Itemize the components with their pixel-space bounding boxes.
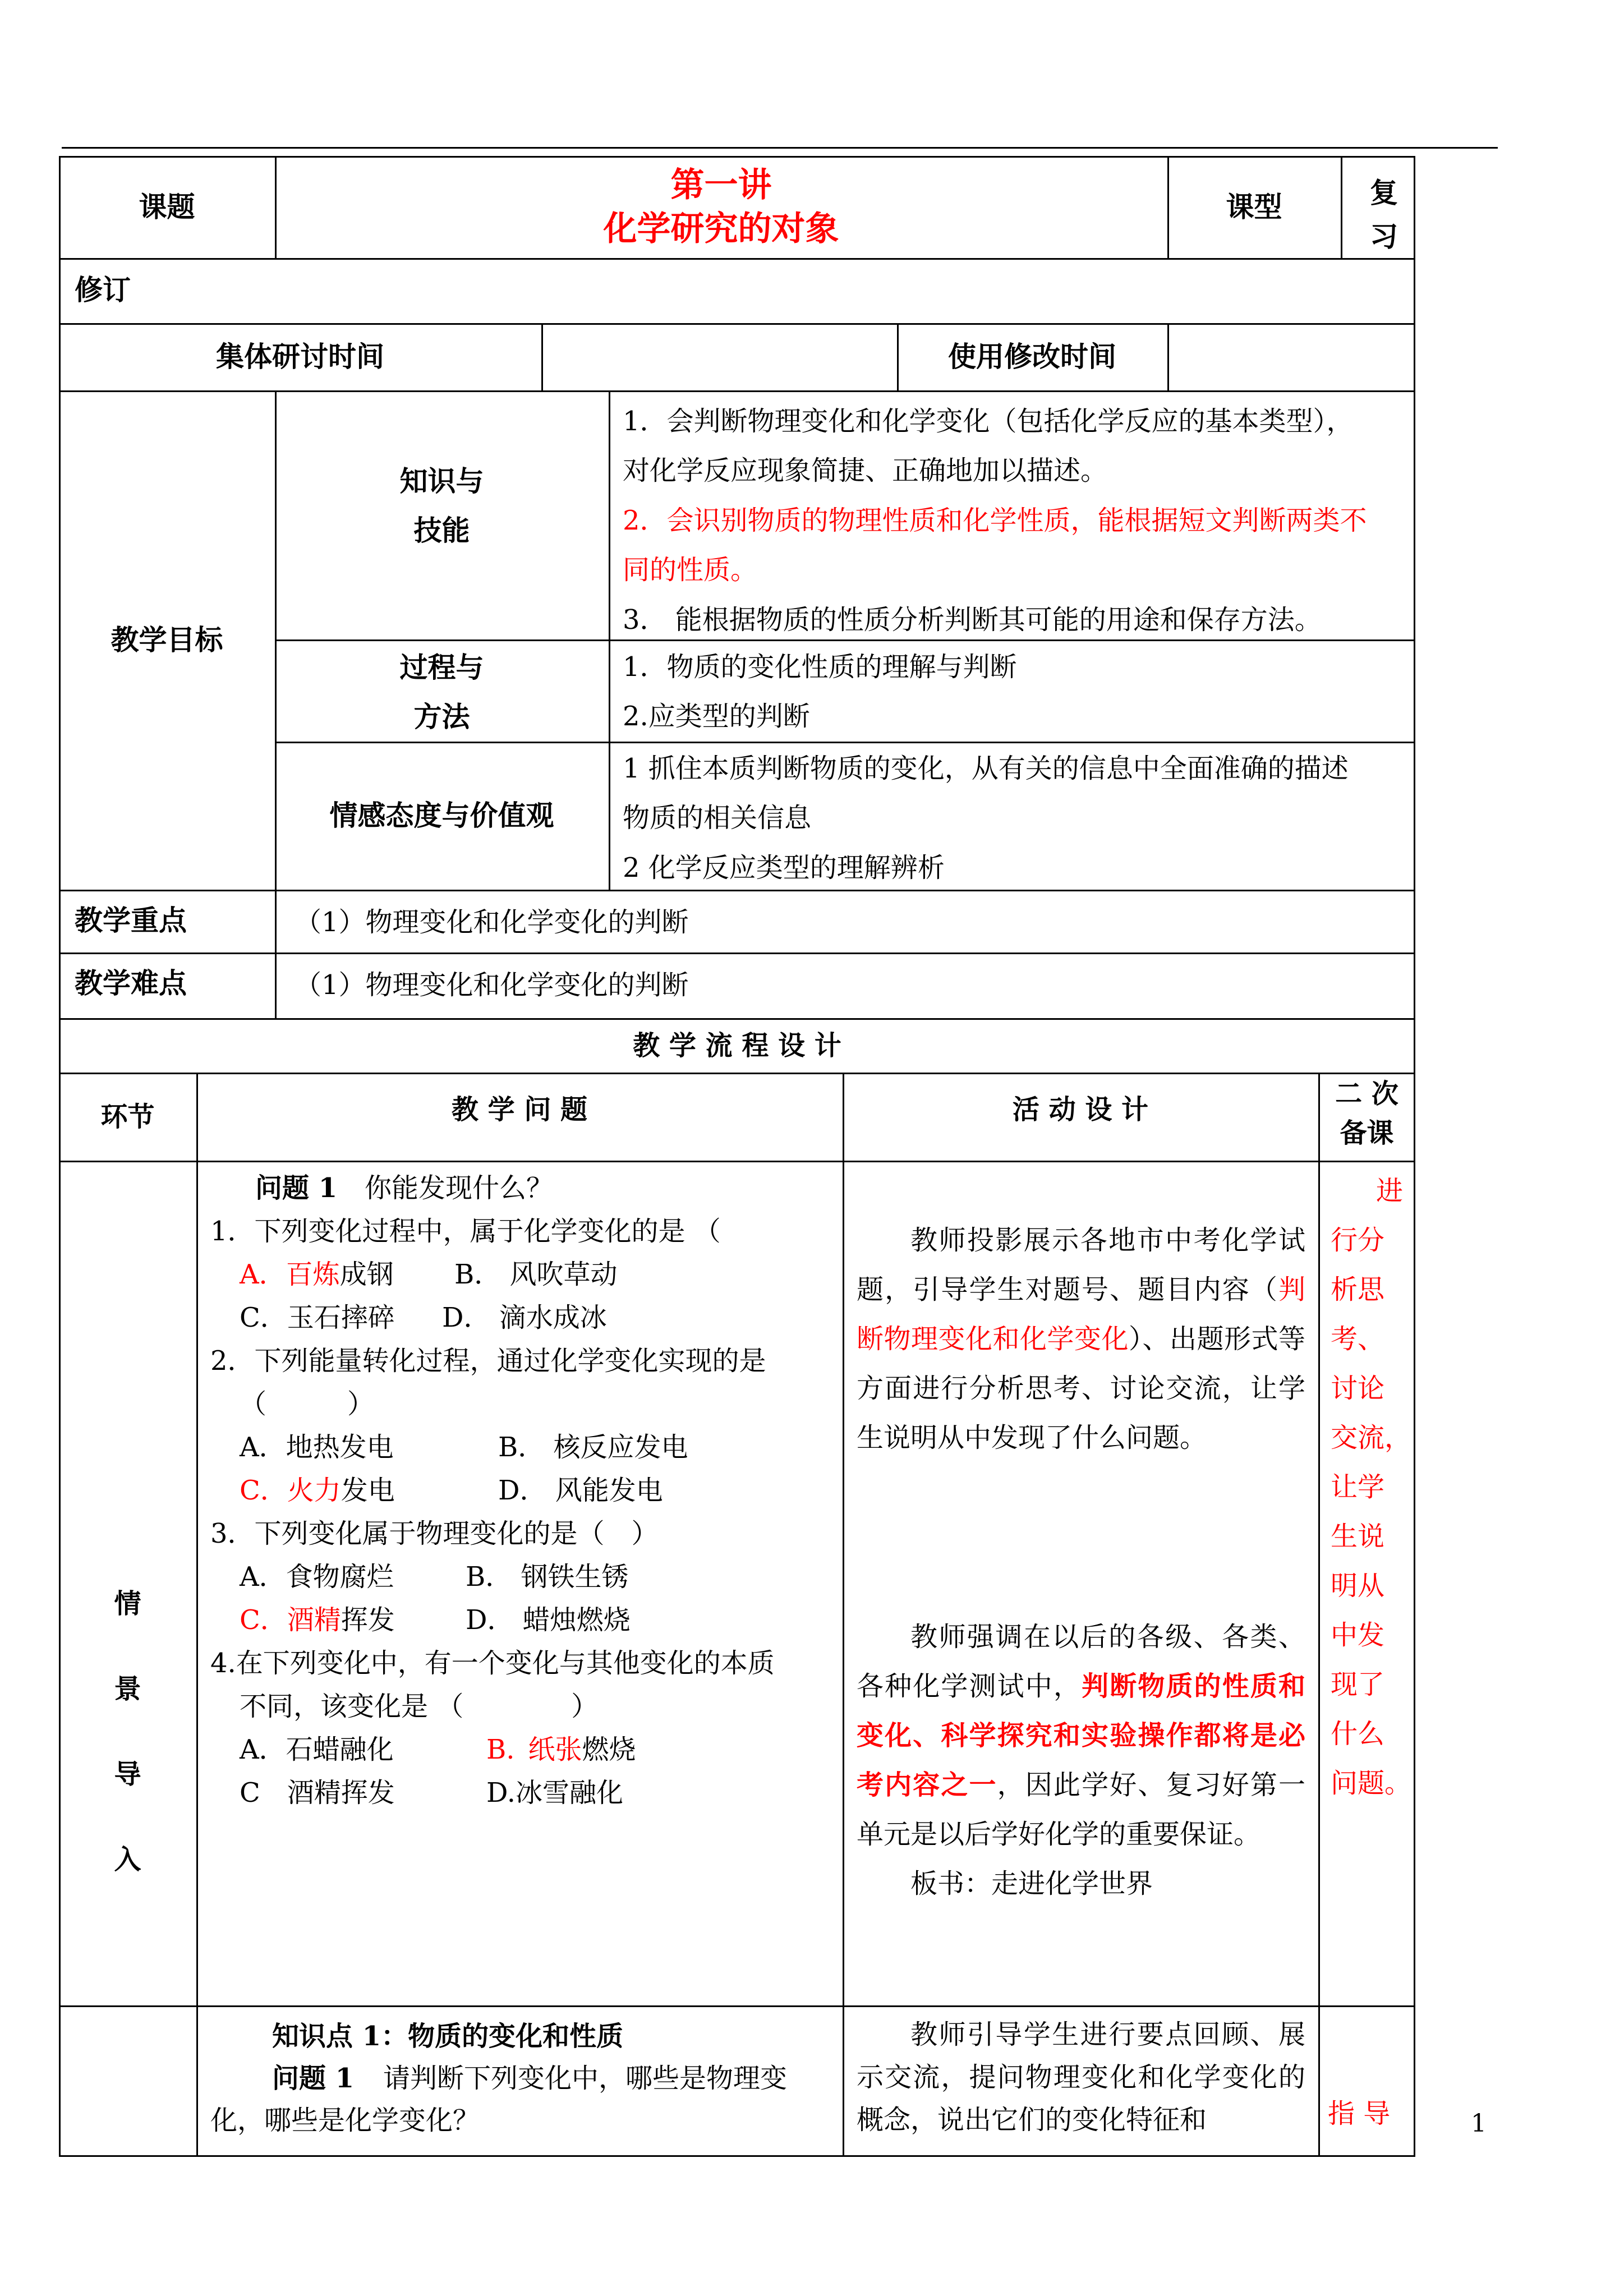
knowledge-item2-line1: 2．会识别物质的物理性质和化学性质，能根据短文判断两类不 xyxy=(623,505,1367,536)
header-rule xyxy=(62,147,1498,149)
table-line xyxy=(59,1161,1415,1162)
col-question-header: 教 学 问 题 xyxy=(451,1094,588,1125)
q2-bracket: （ ） xyxy=(240,1388,375,1420)
knowledge-label: 知识与 技能 xyxy=(399,464,484,547)
activity2-paragraph: 教师强调在以后的各级、各类、各种化学测试中，判断物质的性质和变化、科学探究和实验操作都将是必考内容之一，因此学好、复习好第一单元是以后学好化学的重要保证。 板书：走进化学世界 xyxy=(857,1612,1305,1908)
col-stage-header: 环节 xyxy=(100,1101,155,1133)
col-second-prep-header: 二 次 备课 xyxy=(1335,1078,1398,1149)
q3-option-c: C．酒精挥发 xyxy=(240,1604,395,1636)
use-time-value xyxy=(1167,323,1415,390)
stage-char: 入 xyxy=(114,1844,141,1875)
second-prep-note: 进 行分 析思 考、 讨论 交流， 让学 生说 明从 中发 现了 什么 问题。 xyxy=(1331,1175,1412,1799)
process-label: 过程与 方法 xyxy=(399,651,484,733)
q2-option-b: B． 核反应发电 xyxy=(498,1432,688,1463)
emotion-item1-line2: 物质的相关信息 xyxy=(623,802,812,834)
table-line xyxy=(843,1073,844,2157)
q4-option-c: C 酒精挥发 xyxy=(240,1777,395,1809)
knowledge-item3: 3． 能根据物质的性质分析判断其可能的用途和保存方法。 xyxy=(623,604,1322,636)
lesson-plan-table xyxy=(59,156,1415,2157)
q4-option-a: A．石蜡融化 xyxy=(240,1734,394,1765)
table-line xyxy=(196,1073,198,2157)
q3-option-d: D． 蜡烛燃烧 xyxy=(466,1604,631,1636)
use-time-label: 使用修改时间 xyxy=(948,340,1116,373)
knowledge-item1-line1: 1．会判断物理变化和化学变化（包括化学反应的基本类型）， xyxy=(623,406,1354,437)
table-line xyxy=(59,258,1415,260)
emotion-item2: 2 化学反应类型的理解辨析 xyxy=(623,852,945,884)
revision-label: 修订 xyxy=(75,273,131,306)
knowledge-item2-line2: 同的性质。 xyxy=(623,554,758,586)
key-point-label: 教学重点 xyxy=(75,904,187,937)
q1-option-d: D． 滴水成冰 xyxy=(442,1302,607,1333)
stage-char: 导 xyxy=(114,1759,141,1790)
process-item1: 1．物质的变化性质的理解与判断 xyxy=(623,651,1017,683)
q3-option-b: B． 钢铁生锈 xyxy=(466,1561,629,1593)
q1-option-b: B． 风吹草动 xyxy=(454,1259,618,1290)
page-number: 1 xyxy=(1471,2109,1487,2138)
difficult-point-value: （1）物理变化和化学变化的判断 xyxy=(295,969,689,1001)
objectives-label: 教学目标 xyxy=(111,623,223,656)
flow-title: 教 学 流 程 设 计 xyxy=(633,1029,841,1061)
key-point-value: （1）物理变化和化学变化的判断 xyxy=(295,907,689,938)
q4-option-b: B. 纸张燃烧 xyxy=(486,1734,636,1765)
activity4-paragraph: 教师引导学生进行要点回顾、展示交流，提问物理变化和化学变化的概念，说出它们的变化特征和 xyxy=(857,2019,1305,2136)
table-line xyxy=(59,2155,1415,2157)
q2-option-c: C．火力发电 xyxy=(240,1475,395,1506)
second-prep-guide: 指 导 xyxy=(1328,2098,1391,2129)
group-time-label: 集体研讨时间 xyxy=(216,340,384,373)
group-time-value xyxy=(541,323,897,390)
topic-title-line1: 第一讲 xyxy=(670,165,772,205)
emotion-label: 情感态度与价值观 xyxy=(329,799,554,832)
q4-option-d: D.冰雪融化 xyxy=(486,1777,624,1809)
stage-char: 情 xyxy=(114,1588,141,1619)
q1-stem: 1．下列变化过程中，属于化学变化的是 （ xyxy=(210,1216,721,1247)
table-line xyxy=(59,2005,1415,2007)
q2-option-d: D． 风能发电 xyxy=(498,1475,663,1506)
type-label: 课型 xyxy=(1226,190,1282,223)
table-line xyxy=(59,890,1415,891)
activity3-paragraph: 板书：走进化学世界 xyxy=(910,1868,1153,1899)
col-activity-header: 活 动 设 计 xyxy=(1012,1094,1149,1125)
difficult-point-label: 教学难点 xyxy=(75,967,187,1000)
q4-stem-line1: 4.在下列变化中，有一个变化与其他变化的本质 xyxy=(210,1648,775,1679)
topic-label: 课题 xyxy=(139,190,195,223)
q1-option-a: A．百炼成钢 xyxy=(240,1259,394,1290)
problem2-title: 问题 1 xyxy=(272,2063,355,2094)
q1-option-c: C．玉石摔碎 xyxy=(240,1302,395,1333)
q2-stem: 2．下列能量转化过程，通过化学变化实现的是 xyxy=(210,1345,766,1377)
table-line xyxy=(609,390,610,890)
knowledge-point1-title: 知识点 1：物质的变化和性质 xyxy=(272,2021,624,2052)
problem2-text-line1: 请判断下列变化中，哪些是物理变 xyxy=(383,2063,788,2094)
topic-title-line2: 化学研究的对象 xyxy=(603,209,839,249)
type-value: 复习 xyxy=(1370,176,1398,253)
q2-option-a: A．地热发电 xyxy=(240,1432,394,1463)
stage-scenario-intro xyxy=(59,1161,196,2005)
q3-stem: 3．下列变化属于物理变化的是（ ） xyxy=(210,1518,659,1549)
knowledge-item1-line2: 对化学反应现象简捷、正确地加以描述。 xyxy=(623,455,1108,486)
problem1-text: 你能发现什么？ xyxy=(365,1172,554,1204)
q3-option-a: A．食物腐烂 xyxy=(240,1561,394,1593)
emotion-item1-line1: 1 抓住本质判断物质的变化，从有关的信息中全面准确的描述 xyxy=(623,753,1349,784)
problem1-title: 问题 1 xyxy=(255,1172,338,1204)
stage-char: 景 xyxy=(114,1673,141,1705)
q4-stem-line2: 不同，该变化是 （ ） xyxy=(240,1691,599,1722)
topic-title xyxy=(275,156,1167,258)
problem2-text-line2: 化，哪些是化学变化？ xyxy=(210,2105,480,2136)
process-item2: 2.应类型的判断 xyxy=(623,701,810,732)
activity1-paragraph: 教师投影展示各地市中考化学试题，引导学生对题号、题目内容（判断物理变化和化学变化）、出题形式等方面进行分析思考、讨论交流，让学生说明从中发现了什么问题。 xyxy=(857,1225,1305,1453)
table-line xyxy=(59,953,1415,954)
